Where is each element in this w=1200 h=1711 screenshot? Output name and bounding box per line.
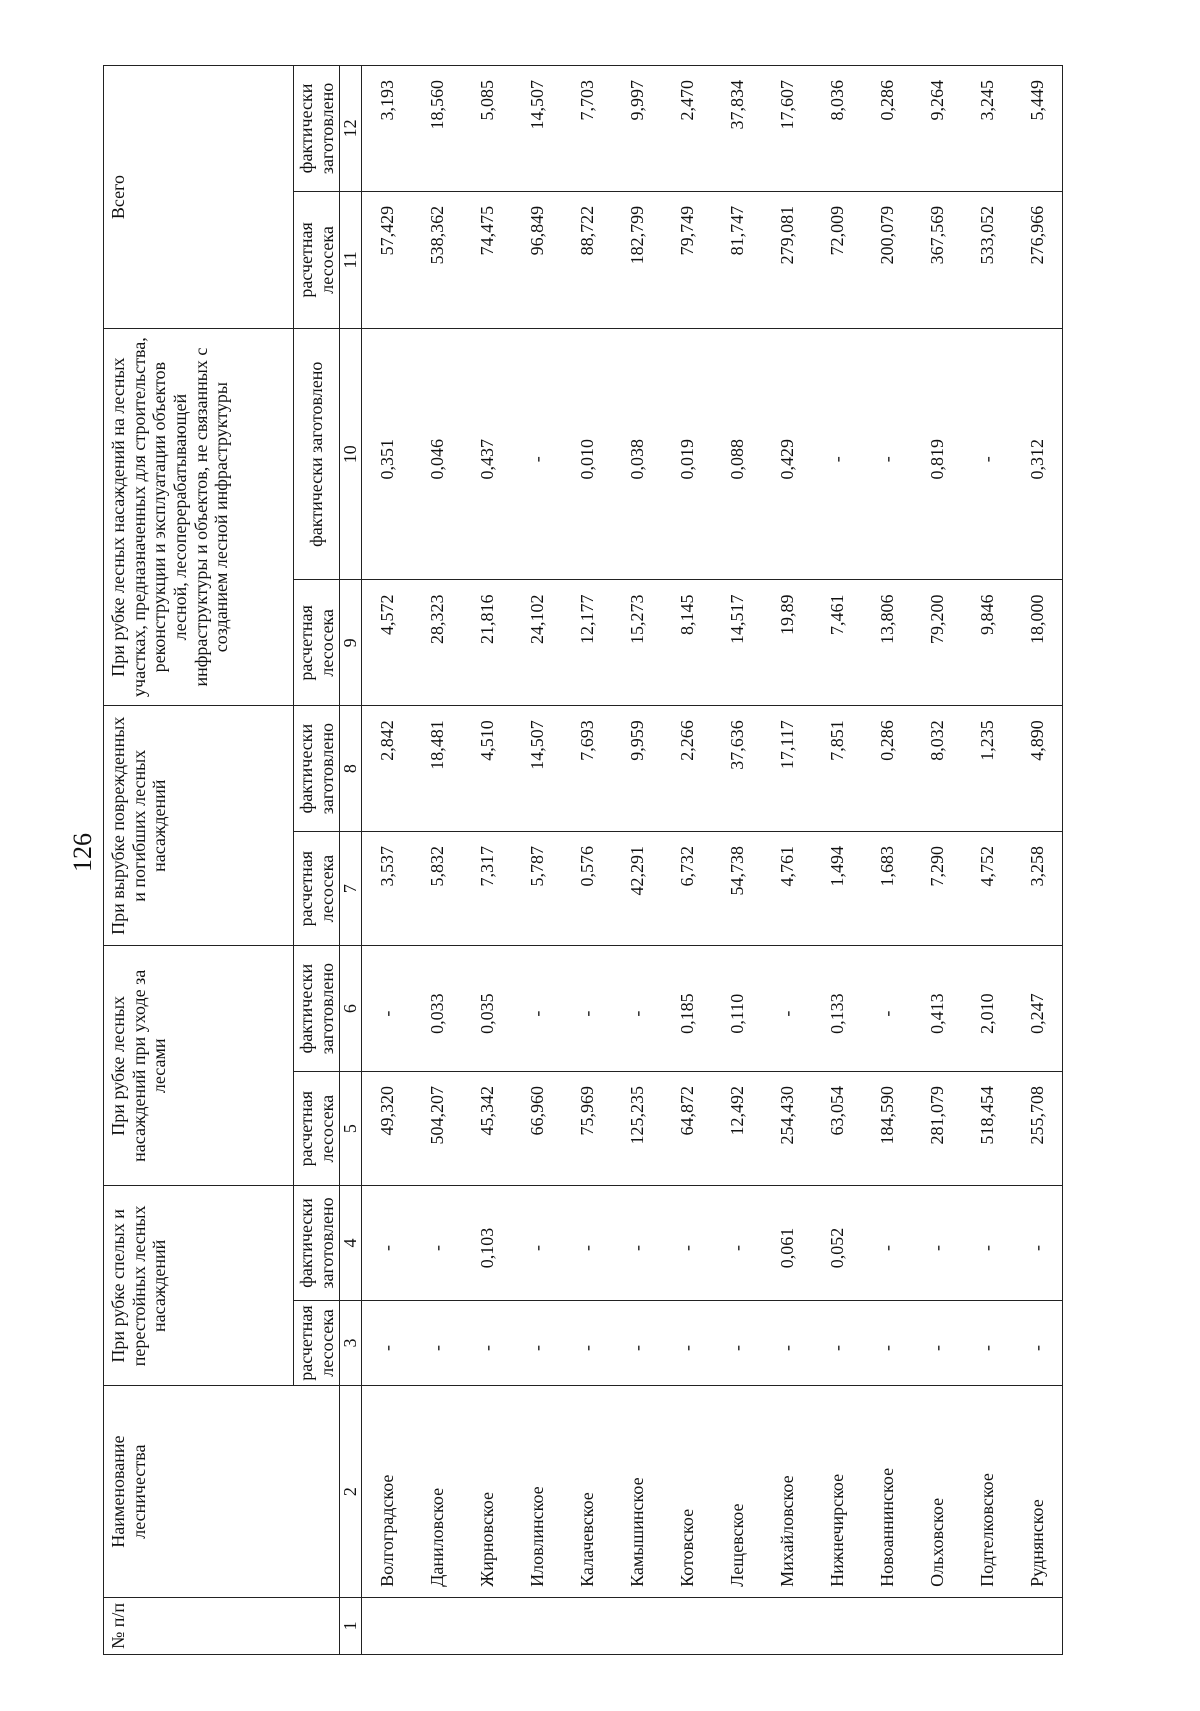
value-cell-c3: - xyxy=(762,1300,812,1386)
forestry-name-cell: Калачевское xyxy=(562,1386,612,1597)
value-cell-c4: - xyxy=(912,1186,962,1300)
value-cell-c12: 3,245 xyxy=(962,66,1012,192)
row-number-cell xyxy=(512,1597,562,1654)
value-cell-c12: 5,085 xyxy=(462,66,512,192)
value-cell-c10: 0,819 xyxy=(912,329,962,580)
value-cell-c10: 0,010 xyxy=(562,329,612,580)
value-cell-c3: - xyxy=(662,1300,712,1386)
column-number: 11 xyxy=(340,191,362,328)
value-cell-c10: 0,088 xyxy=(712,329,762,580)
value-cell-c6: 0,413 xyxy=(912,946,962,1072)
value-cell-c8: 2,266 xyxy=(662,706,712,832)
row-number-cell xyxy=(762,1597,812,1654)
forestry-name-cell: Даниловское xyxy=(412,1386,462,1597)
value-cell-c5: 254,430 xyxy=(762,1072,812,1186)
column-number: 1 xyxy=(340,1597,362,1654)
value-cell-c10: 0,019 xyxy=(662,329,712,580)
value-cell-c5: 255,708 xyxy=(1012,1072,1063,1186)
harvest-table xyxy=(103,65,1063,1655)
value-cell-c12: 9,264 xyxy=(912,66,962,192)
subheader-estimated: расчетная лесосека xyxy=(294,1072,340,1186)
forestry-name-cell: Лещевское xyxy=(712,1386,762,1597)
value-cell-c3: - xyxy=(612,1300,662,1386)
value-cell-c3: - xyxy=(712,1300,762,1386)
value-cell-c4: 0,061 xyxy=(762,1186,812,1300)
value-cell-c4: 0,103 xyxy=(462,1186,512,1300)
table-row xyxy=(1012,66,1063,1655)
value-cell-c11: 74,475 xyxy=(462,191,512,328)
value-cell-c11: 182,799 xyxy=(612,191,662,328)
column-number: 10 xyxy=(340,329,362,580)
column-number: 4 xyxy=(340,1186,362,1300)
value-cell-c7: 1,683 xyxy=(862,831,912,945)
value-cell-c7: 6,732 xyxy=(662,831,712,945)
value-cell-c5: 184,590 xyxy=(862,1072,912,1186)
value-cell-c6: 0,035 xyxy=(462,946,512,1072)
value-cell-c8: 9,959 xyxy=(612,706,662,832)
value-cell-c7: 54,738 xyxy=(712,831,762,945)
value-cell-c9: 7,461 xyxy=(812,580,862,706)
value-cell-c10: 0,046 xyxy=(412,329,462,580)
value-cell-c11: 57,429 xyxy=(362,191,413,328)
forestry-name-cell: Нижнечирское xyxy=(812,1386,862,1597)
table-row xyxy=(762,66,812,1655)
table-row xyxy=(612,66,662,1655)
value-cell-c9: 15,273 xyxy=(612,580,662,706)
value-cell-c6: - xyxy=(762,946,812,1072)
row-number-cell xyxy=(362,1597,413,1654)
forestry-name-cell: Михайловское xyxy=(762,1386,812,1597)
forestry-name-cell: Иловлинское xyxy=(512,1386,562,1597)
table-row xyxy=(912,66,962,1655)
value-cell-c6: 0,247 xyxy=(1012,946,1063,1072)
value-cell-c8: 2,842 xyxy=(362,706,413,832)
row-number-cell xyxy=(812,1597,862,1654)
value-cell-c5: 75,969 xyxy=(562,1072,612,1186)
column-number: 7 xyxy=(340,831,362,945)
header-group-damaged: При вырубке поврежденных и погибших лесных насаждений xyxy=(104,706,294,946)
row-number-cell xyxy=(462,1597,512,1654)
page-number: 126 xyxy=(68,833,97,872)
subheader-estimated: расчетная лесосека xyxy=(294,1300,340,1386)
table-row xyxy=(462,66,512,1655)
forestry-name-cell: Подтелковское xyxy=(962,1386,1012,1597)
value-cell-c9: 9,846 xyxy=(962,580,1012,706)
column-number: 9 xyxy=(340,580,362,706)
column-number: 2 xyxy=(340,1386,362,1597)
subheader-estimated: расчетная лесосека xyxy=(294,191,340,328)
value-cell-c7: 3,537 xyxy=(362,831,413,945)
forestry-name-cell: Новоаннинское xyxy=(862,1386,912,1597)
value-cell-c5: 45,342 xyxy=(462,1072,512,1186)
table-row xyxy=(362,66,413,1655)
value-cell-c6: 0,185 xyxy=(662,946,712,1072)
value-cell-c8: 18,481 xyxy=(412,706,462,832)
value-cell-c12: 18,560 xyxy=(412,66,462,192)
table-row xyxy=(812,66,862,1655)
value-cell-c8: 8,032 xyxy=(912,706,962,832)
value-cell-c12: 14,507 xyxy=(512,66,562,192)
value-cell-c6: - xyxy=(612,946,662,1072)
value-cell-c8: 7,693 xyxy=(562,706,612,832)
table-row xyxy=(862,66,912,1655)
column-number: 6 xyxy=(340,946,362,1072)
value-cell-c12: 9,997 xyxy=(612,66,662,192)
value-cell-c8: 0,286 xyxy=(862,706,912,832)
value-cell-c3: - xyxy=(862,1300,912,1386)
column-number: 12 xyxy=(340,66,362,192)
value-cell-c4: - xyxy=(562,1186,612,1300)
value-cell-c11: 79,749 xyxy=(662,191,712,328)
value-cell-c11: 538,362 xyxy=(412,191,462,328)
value-cell-c11: 276,966 xyxy=(1012,191,1063,328)
header-group-care: При рубке лесных насаждений при уходе за лесами xyxy=(104,946,294,1186)
value-cell-c10: 0,429 xyxy=(762,329,812,580)
column-number: 8 xyxy=(340,706,362,832)
forestry-name-cell: Жирновское xyxy=(462,1386,512,1597)
value-cell-c4: - xyxy=(512,1186,562,1300)
header-forestry-name: Наименование лесничества xyxy=(104,1386,340,1597)
value-cell-c8: 14,507 xyxy=(512,706,562,832)
table-row xyxy=(512,66,562,1655)
subheader-actual: фактически заготовлено xyxy=(294,329,340,580)
subheader-actual: фактически заготовлено xyxy=(294,946,340,1072)
header-group-mature: При рубке спелых и перестойных лесных насаждений xyxy=(104,1186,294,1386)
header-group-infrastructure: При рубке лесных насаждений на лесных участках, предназначенных для строительства, реконструкции и эксплуатации объектов лесной, лесоперерабатывающей инфраструктуры и объектов, не связанных с созданием лесной инфраструктуры xyxy=(104,329,294,706)
value-cell-c4: - xyxy=(712,1186,762,1300)
value-cell-c7: 1,494 xyxy=(812,831,862,945)
value-cell-c3: - xyxy=(362,1300,413,1386)
value-cell-c3: - xyxy=(812,1300,862,1386)
value-cell-c10: 0,312 xyxy=(1012,329,1063,580)
value-cell-c4: - xyxy=(1012,1186,1063,1300)
value-cell-c8: 7,851 xyxy=(812,706,862,832)
row-number-cell xyxy=(562,1597,612,1654)
value-cell-c3: - xyxy=(912,1300,962,1386)
value-cell-c12: 17,607 xyxy=(762,66,812,192)
forestry-name-cell: Ольховское xyxy=(912,1386,962,1597)
value-cell-c11: 81,747 xyxy=(712,191,762,328)
rotated-table-container xyxy=(103,65,1143,1655)
value-cell-c5: 63,054 xyxy=(812,1072,862,1186)
value-cell-c7: 42,291 xyxy=(612,831,662,945)
value-cell-c12: 0,286 xyxy=(862,66,912,192)
row-number-cell xyxy=(912,1597,962,1654)
value-cell-c9: 4,572 xyxy=(362,580,413,706)
value-cell-c9: 28,323 xyxy=(412,580,462,706)
header-group-total: Всего xyxy=(104,66,294,329)
value-cell-c12: 37,834 xyxy=(712,66,762,192)
table-row xyxy=(962,66,1012,1655)
value-cell-c9: 18,000 xyxy=(1012,580,1063,706)
value-cell-c9: 24,102 xyxy=(512,580,562,706)
value-cell-c10: 0,038 xyxy=(612,329,662,580)
row-number-cell xyxy=(862,1597,912,1654)
value-cell-c3: - xyxy=(562,1300,612,1386)
forestry-name-cell: Котовское xyxy=(662,1386,712,1597)
value-cell-c12: 3,193 xyxy=(362,66,413,192)
value-cell-c7: 4,761 xyxy=(762,831,812,945)
row-number-cell xyxy=(412,1597,462,1654)
value-cell-c11: 96,849 xyxy=(512,191,562,328)
value-cell-c5: 66,960 xyxy=(512,1072,562,1186)
value-cell-c4: - xyxy=(362,1186,413,1300)
value-cell-c9: 13,806 xyxy=(862,580,912,706)
subheader-actual: фактически заготовлено xyxy=(294,1186,340,1300)
value-cell-c3: - xyxy=(512,1300,562,1386)
value-cell-c4: 0,052 xyxy=(812,1186,862,1300)
value-cell-c8: 4,890 xyxy=(1012,706,1063,832)
value-cell-c3: - xyxy=(1012,1300,1063,1386)
value-cell-c7: 7,317 xyxy=(462,831,512,945)
value-cell-c6: 0,133 xyxy=(812,946,862,1072)
value-cell-c5: 281,079 xyxy=(912,1072,962,1186)
value-cell-c4: - xyxy=(862,1186,912,1300)
row-number-cell xyxy=(662,1597,712,1654)
subheader-actual: фактически заготовлено xyxy=(294,706,340,832)
value-cell-c12: 2,470 xyxy=(662,66,712,192)
value-cell-c3: - xyxy=(962,1300,1012,1386)
column-number-row xyxy=(340,66,362,1655)
subheader-estimated: расчетная лесосека xyxy=(294,831,340,945)
value-cell-c4: - xyxy=(412,1186,462,1300)
value-cell-c12: 7,703 xyxy=(562,66,612,192)
value-cell-c7: 3,258 xyxy=(1012,831,1063,945)
value-cell-c4: - xyxy=(962,1186,1012,1300)
subheader-actual: фактически заготовлено xyxy=(294,66,340,192)
value-cell-c9: 19,89 xyxy=(762,580,812,706)
value-cell-c9: 79,200 xyxy=(912,580,962,706)
value-cell-c11: 72,009 xyxy=(812,191,862,328)
value-cell-c3: - xyxy=(462,1300,512,1386)
value-cell-c9: 12,177 xyxy=(562,580,612,706)
value-cell-c11: 367,569 xyxy=(912,191,962,328)
value-cell-c10: - xyxy=(512,329,562,580)
value-cell-c5: 125,235 xyxy=(612,1072,662,1186)
value-cell-c5: 12,492 xyxy=(712,1072,762,1186)
value-cell-c10: - xyxy=(862,329,912,580)
value-cell-c10: 0,437 xyxy=(462,329,512,580)
value-cell-c7: 5,832 xyxy=(412,831,462,945)
value-cell-c5: 49,320 xyxy=(362,1072,413,1186)
value-cell-c10: 0,351 xyxy=(362,329,413,580)
value-cell-c6: - xyxy=(862,946,912,1072)
value-cell-c4: - xyxy=(662,1186,712,1300)
column-number: 3 xyxy=(340,1300,362,1386)
value-cell-c3: - xyxy=(412,1300,462,1386)
value-cell-c12: 5,449 xyxy=(1012,66,1063,192)
value-cell-c8: 37,636 xyxy=(712,706,762,832)
value-cell-c7: 5,787 xyxy=(512,831,562,945)
header-number: № п/п xyxy=(104,1597,340,1654)
value-cell-c11: 88,722 xyxy=(562,191,612,328)
value-cell-c9: 14,517 xyxy=(712,580,762,706)
value-cell-c6: 2,010 xyxy=(962,946,1012,1072)
value-cell-c6: - xyxy=(362,946,413,1072)
value-cell-c11: 200,079 xyxy=(862,191,912,328)
table-row xyxy=(562,66,612,1655)
value-cell-c7: 7,290 xyxy=(912,831,962,945)
value-cell-c7: 4,752 xyxy=(962,831,1012,945)
table-row xyxy=(412,66,462,1655)
row-number-cell xyxy=(1012,1597,1063,1654)
subheader-estimated: расчетная лесосека xyxy=(294,580,340,706)
value-cell-c6: - xyxy=(562,946,612,1072)
value-cell-c9: 21,816 xyxy=(462,580,512,706)
value-cell-c12: 8,036 xyxy=(812,66,862,192)
forestry-name-cell: Руднянское xyxy=(1012,1386,1063,1597)
value-cell-c11: 533,052 xyxy=(962,191,1012,328)
value-cell-c10: - xyxy=(812,329,862,580)
value-cell-c5: 504,207 xyxy=(412,1072,462,1186)
table-row xyxy=(662,66,712,1655)
value-cell-c8: 17,117 xyxy=(762,706,812,832)
value-cell-c10: - xyxy=(962,329,1012,580)
value-cell-c4: - xyxy=(612,1186,662,1300)
value-cell-c6: 0,110 xyxy=(712,946,762,1072)
value-cell-c6: 0,033 xyxy=(412,946,462,1072)
value-cell-c7: 0,576 xyxy=(562,831,612,945)
value-cell-c5: 518,454 xyxy=(962,1072,1012,1186)
column-number: 5 xyxy=(340,1072,362,1186)
value-cell-c8: 4,510 xyxy=(462,706,512,832)
row-number-cell xyxy=(712,1597,762,1654)
value-cell-c5: 64,872 xyxy=(662,1072,712,1186)
row-number-cell xyxy=(612,1597,662,1654)
forestry-name-cell: Волгоградское xyxy=(362,1386,413,1597)
value-cell-c9: 8,145 xyxy=(662,580,712,706)
value-cell-c11: 279,081 xyxy=(762,191,812,328)
forestry-name-cell: Камышинское xyxy=(612,1386,662,1597)
table-row xyxy=(712,66,762,1655)
value-cell-c8: 1,235 xyxy=(962,706,1012,832)
value-cell-c6: - xyxy=(512,946,562,1072)
row-number-cell xyxy=(962,1597,1012,1654)
